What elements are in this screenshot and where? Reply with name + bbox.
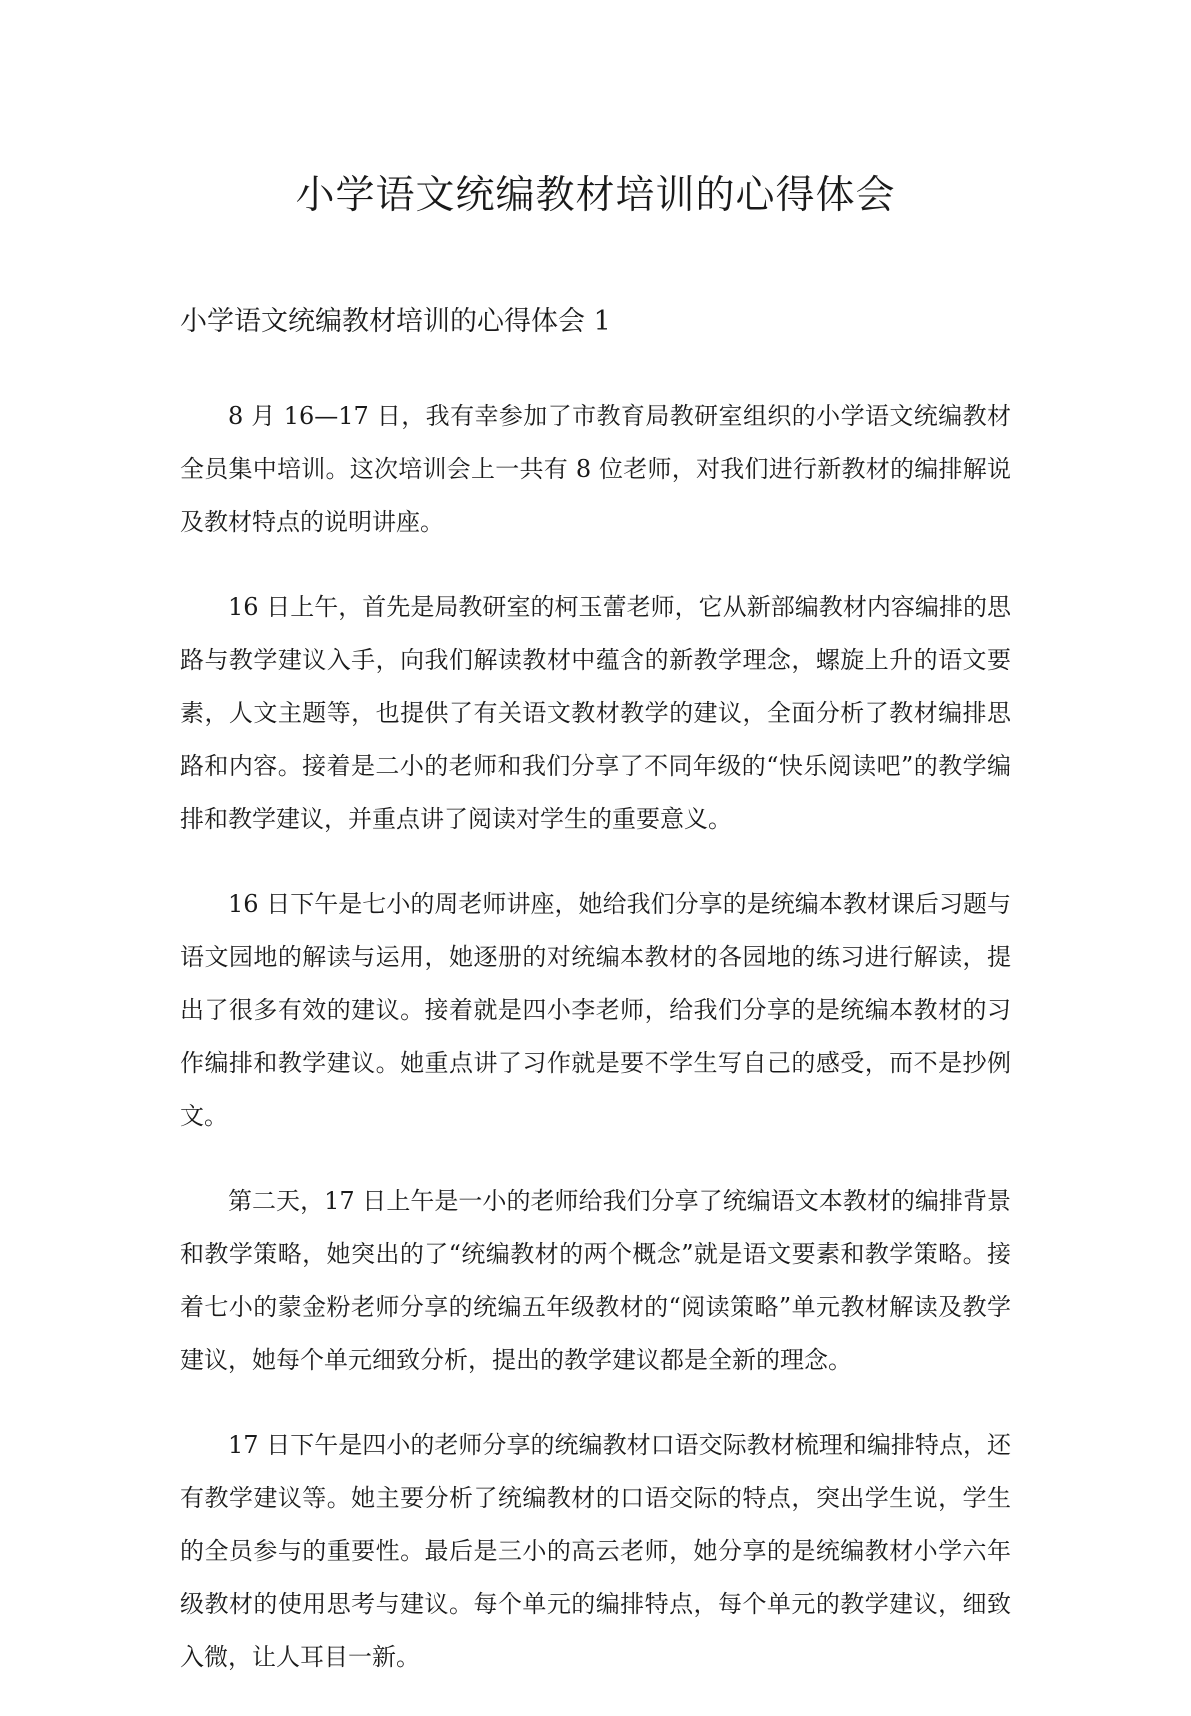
paragraph: 第二天，17 日上午是一小的老师给我们分享了统编语文本教材的编排背景和教学策略，她突出的了“统编教材的两个概念”就是语文要素和教学策略。接着七小的蒙金粉老师分享的统编五年级教材的“阅读策略”单元教材解读及教学建议，她每个单元细致分析，提出的教学建议都是全新的理念。 (180, 1187, 1011, 1374)
paragraph: 17 日下午是四小的老师分享的统编教材口语交际教材梳理和编排特点，还有教学建议等。她主要分析了统编教材的口语交际的特点，突出学生说，学生的全员参与的重要性。最后是三小的高云老师，她分享的是统编教材小学六年级教材的使用思考与建议。每个单元的编排特点，每个单元的教学建议，细致入微，让人耳目一新。 (180, 1431, 1011, 1671)
document-body (180, 390, 1011, 1716)
paragraph: 8 月 16—17 日，我有幸参加了市教育局教研室组织的小学语文统编教材全员集中培训。这次培训会上一共有 8 位老师，对我们进行新教材的编排解说及教材特点的说明讲座。 (180, 402, 1011, 536)
section-heading: 小学语文统编教材培训的心得体会 1 (180, 306, 611, 337)
paragraph: 16 日上午，首先是局教研室的柯玉蕾老师，它从新部编教材内容编排的思路与教学建议入手，向我们解读教材中蕴含的新教学理念，螺旋上升的语文要素，人文主题等，也提供了有关语文教材教学的建议，全面分析了教材编排思路和内容。接着是二小的老师和我们分享了不同年级的“快乐阅读吧”的教学编排和教学建议，并重点讲了阅读对学生的重要意义。 (180, 593, 1011, 833)
document-title: 小学语文统编教材培训的心得体会 (295, 173, 896, 218)
paragraph: 16 日下午是七小的周老师讲座，她给我们分享的是统编本教材课后习题与语文园地的解读与运用，她逐册的对统编本教材的各园地的练习进行解读，提出了很多有效的建议。接着就是四小李老师，给我们分享的是统编本教材的习作编排和教学建议。她重点讲了习作就是要不学生写自己的感受，而不是抄例文。 (180, 890, 1011, 1130)
